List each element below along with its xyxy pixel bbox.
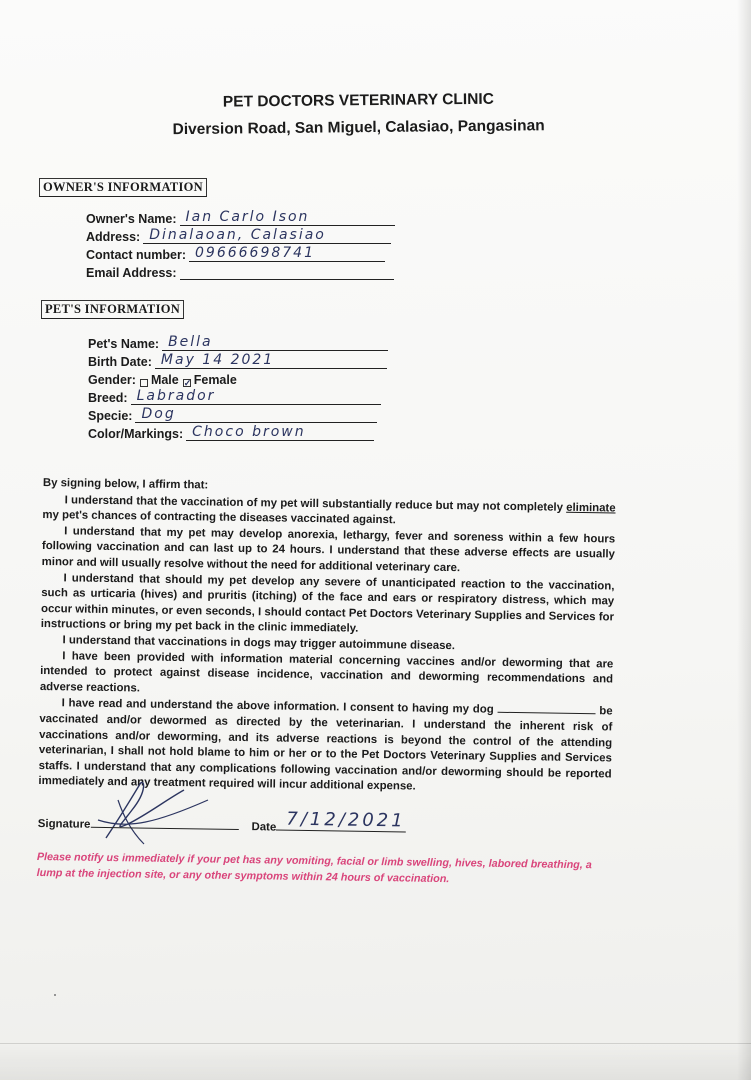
clinic-header [0, 88, 751, 141]
consent-p6-end: be vaccinated and/or dewormed as directed by the veterinarian. I understand the inherent risk of vaccinations and/or deworming, and its adverse reactions is beyond the control of the attending veterinarian, I shall not hold blame to him or her or to the Pet Doctors Veterinary Supplies and Services staffs. I understand that any complications following vaccination and/or deworming should be reported immediately and any treatment required will incur additional expense. [38, 705, 613, 793]
consent-intro: By signing below, I affirm that: [42, 476, 209, 492]
pet-breed-field[interactable] [131, 388, 381, 405]
pet-specie-value: Dog [141, 406, 176, 422]
consent-p1-start: I understand that the vaccination of my pet will substantially reduce but may not completely [64, 493, 564, 514]
pet-breed-value: Labrador [136, 388, 216, 404]
pet-name-label: Pet's Name: [88, 337, 160, 351]
owner-contact-row [86, 244, 395, 262]
owner-name-value: Ian Carlo Ison [185, 209, 310, 225]
consent-paragraph-3: I understand that should my pet develop any severe of unanticipated reaction to the vaccination, such as urticaria (hives) and pruritis (itching) of the face and ears or respiratory distress, which may occur within minutes, or even seconds, I should contact Pet Doctors Veterinary Supplies and Services for instructions or bring my pet back in the clinic immediately. [40, 571, 615, 636]
date-label: Date [251, 821, 277, 834]
owner-email-row [86, 262, 395, 280]
owner-address-value: Dinalaoan, Calasiao [149, 227, 326, 243]
handwritten-signature [88, 760, 228, 850]
pet-color-row [88, 423, 388, 441]
pet-specie-field[interactable] [135, 406, 377, 423]
pet-gender-row [88, 369, 388, 387]
owner-address-label: Address: [86, 230, 141, 244]
owner-email-label: Email Address: [86, 266, 177, 280]
consent-text [38, 476, 616, 798]
consent-paragraph-2: I understand that my pet may develop anorexia, lethargy, fever and soreness within a few hours following vaccination and can last up to 24 hours. I understand that these adverse effects are usually minor and will usually resolve without the need for additional veterinary care. [41, 525, 616, 575]
owner-section-heading: OWNER'S INFORMATION [39, 178, 207, 197]
consent-p6-start: I have read and understand the above information. I consent to having my dog [61, 697, 494, 717]
pet-gender-label: Gender: [88, 373, 136, 387]
pet-breed-label: Breed: [88, 391, 128, 405]
owner-fields [86, 208, 395, 280]
pet-breed-row [88, 387, 388, 405]
owner-name-row [86, 208, 395, 226]
consent-paragraph-4: I understand that vaccinations in dogs may trigger autoimmune disease. [62, 634, 456, 653]
pet-color-value: Choco brown [192, 424, 306, 440]
dog-name-blank[interactable] [497, 702, 595, 714]
consent-paragraph-5: I have been provided with information material concerning vaccines and/or deworming that are intended to protect against disease incidence, vaccination and deworming recommendations and adverse reactions. [39, 649, 614, 695]
owner-name-field[interactable] [180, 209, 395, 226]
gender-female-label: Female [193, 373, 237, 387]
gender-female-checkbox[interactable]: ✓ [183, 378, 192, 388]
gender-male-label: Male [150, 373, 179, 387]
scan-speck [54, 994, 56, 996]
pet-name-value: Bella [168, 334, 213, 350]
owner-email-field[interactable] [180, 263, 394, 280]
gender-male-checkbox[interactable] [140, 379, 148, 387]
owner-contact-value: 09666698741 [195, 245, 315, 261]
date-field[interactable] [276, 808, 406, 833]
owner-address-row [86, 226, 395, 244]
pet-fields [88, 333, 388, 441]
pet-specie-row [88, 405, 388, 423]
consent-p1-end: my pet's chances of contracting the diseases vaccinated against. [42, 509, 396, 527]
owner-address-field[interactable] [143, 227, 391, 244]
pet-specie-label: Specie: [88, 409, 133, 423]
pet-birth-field[interactable] [155, 352, 387, 369]
date-value: 7/12/2021 [286, 808, 406, 832]
pet-name-field[interactable] [162, 334, 388, 351]
pet-birth-row [88, 351, 388, 369]
clinic-address: Diversion Road, San Miguel, Calasiao, Pangasinan [172, 117, 545, 139]
scan-bottom-edge [0, 1043, 751, 1080]
clinic-name: PET DOCTORS VETERINARY CLINIC [222, 90, 494, 111]
signature-field[interactable] [90, 815, 238, 830]
consent-p1-underlined: eliminate [566, 501, 616, 515]
pet-name-row [88, 333, 388, 351]
owner-name-label: Owner's Name: [86, 212, 177, 226]
pet-birth-value: May 14 2021 [160, 352, 275, 368]
pet-birth-label: Birth Date: [88, 355, 152, 369]
owner-contact-field[interactable] [189, 245, 385, 262]
pet-color-field[interactable] [186, 424, 374, 441]
owner-contact-label: Contact number: [86, 248, 186, 262]
pet-section-heading: PET'S INFORMATION [41, 300, 184, 319]
scan-edge-shadow [737, 0, 751, 1080]
pet-color-label: Color/Markings: [88, 427, 184, 441]
signature-label: Signature [37, 817, 91, 831]
aftercare-notice: Please notify us immediately if your pet has any vomiting, facial or limb swelling, hives, labored breathing, a lump at the injection site, or any other symptoms within 24 hours of vaccination. [36, 850, 592, 886]
